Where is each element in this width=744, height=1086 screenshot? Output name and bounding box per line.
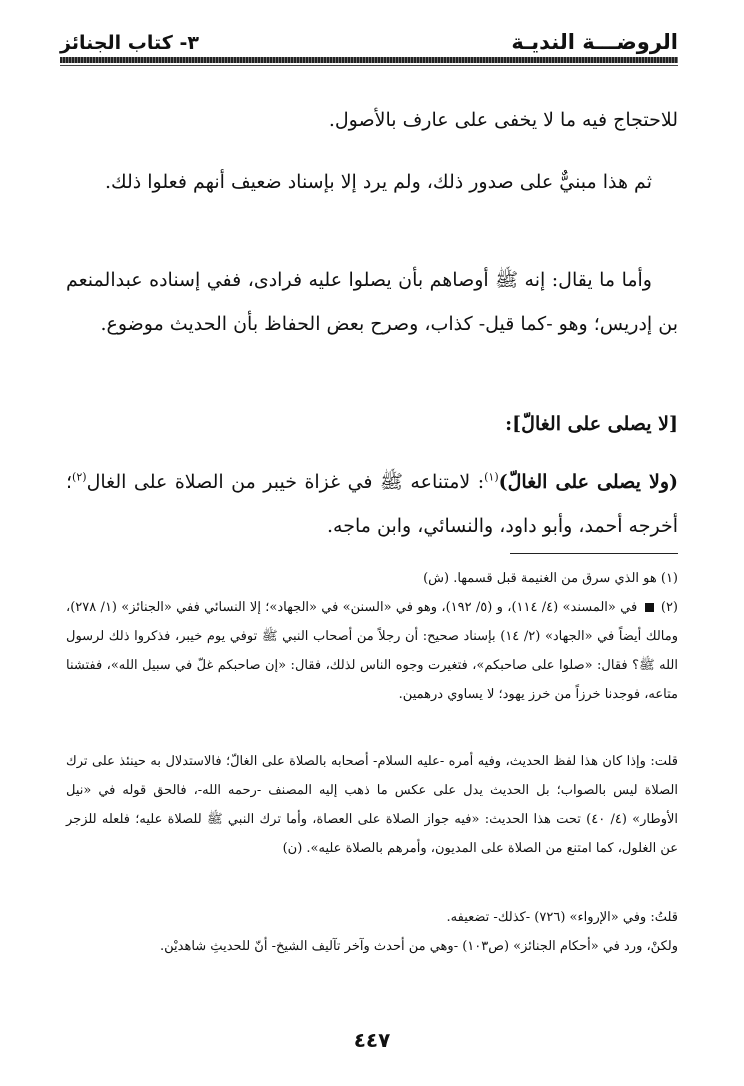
- header-rule-thin: [60, 65, 678, 66]
- section-heading: [لا يصلى على الغالّ]:: [505, 413, 678, 435]
- book-title: الروضـــة النديـة: [511, 30, 678, 54]
- paragraph-1: [66, 98, 678, 142]
- paragraph-4-part1: : لامتناعه ﷺ في غزاة خيبر من الصلاة على الغال: [86, 471, 485, 493]
- footnote-2-number: (٢): [660, 600, 678, 615]
- editor-note-3-text: ولكنْ، ورد في «أحكام الجنائز» (ص١٠٣) -وهي من أحدث وآخر تآليف الشيخ- أنّ للحديثِ شاهديْن.: [160, 939, 678, 954]
- paragraph-4: [66, 460, 678, 548]
- footnote-separator: [510, 553, 678, 554]
- page-header: [60, 28, 678, 54]
- paragraph-3: [66, 258, 678, 346]
- paragraph-3-text: وأما ما يقال: إنه ﷺ أوصاهم بأن يصلوا عليه فرادى، ففي إسناده عبدالمنعم بن إدريس؛ وهو -كما قيل- كذاب، وصرح بعض الحفاظ بأن الحديث موضوع.: [66, 269, 678, 335]
- editor-note-2-text: قلتُ: وفي «الإرواء» (٧٢٦) -كذلك- تضعيفه.: [446, 910, 678, 925]
- editor-note-2: [66, 903, 678, 932]
- square-marker-icon: [645, 603, 654, 612]
- footnote-2: [66, 593, 678, 709]
- paragraph-2: [66, 160, 678, 204]
- footnote-2-body: في «المسند» (٤/ ١١٤)، و (٥/ ١٩٢)، وهو في «السنن» في «الجهاد»؛ إلا النسائي ففي «الجنائز» (١/ ٢٧٨)، ومالك أيضاً في «الجهاد» (٢/ ١٤) بإسناد صحيح: أن رجلاً من أصحاب النبي ﷺ توفي يوم خيبر، فذكروا ذلك لرسول الله ﷺ؟ فقال: «صلوا على صاحبكم»، فتغيرت وجوه الناس لذلك، فقال: «إن صاحبكم غلّ في سبيل الله»، ففتشنا متاعه، فوجدنا خرزاً من خرز يهود؛ لا يساوي درهمين.: [66, 600, 679, 702]
- paragraph-2-text: ثم هذا مبنيٌّ على صدور ذلك، ولم يرد إلا بإسناد ضعيف أنهم فعلوا ذلك.: [104, 171, 652, 193]
- footnote-ref-1: (١): [484, 470, 499, 484]
- chapter-title: ٣- كتاب الجنائز: [60, 32, 199, 54]
- paragraph-4-part2: ؛ أخرجه أحمد، وأبو داود، والنسائي، وابن ماجه.: [66, 471, 678, 537]
- header-rule: [60, 57, 678, 63]
- editor-note-1-text: قلت: وإذا كان هذا لفظ الحديث، وفيه أمره -عليه السلام- أصحابه بالصلاة على الغالّ؛ فالاستدلال به حينئذ على ترك الصلاة ليس بالصواب؛ بل الحديث يدل على عكس ما ذهب إليه المصنف -رحمه الله-، فالحق قوله في «نيل الأوطار» (٤/ ٤٠) تحت هذا الحديث: «فيه جواز الصلاة على العصاة، وأما ترك النبي ﷺ للصلاة عليه؛ فلعله للزجر عن الغلول، كما امتنع من الصلاة على المديون، وأمرهم بالصلاة عليه». (ن): [66, 754, 679, 856]
- footnote-2-text: [66, 593, 678, 709]
- editor-note-3: [66, 932, 678, 961]
- matn-text: (ولا يصلى على الغالّ): [498, 471, 678, 493]
- footnote-1-text: (١) هو الذي سرق من الغنيمة قبل قسمها. (ش): [423, 571, 678, 586]
- section-heading-block: [66, 402, 678, 446]
- paragraph-1-text: للاحتجاج فيه ما لا يخفى على عارف بالأصول.: [328, 109, 678, 131]
- paragraph-4-text: [66, 460, 678, 548]
- page-number: ٤٤٧: [353, 1028, 391, 1052]
- editor-note-1: [66, 747, 678, 863]
- footnote-ref-2: (٢): [72, 470, 87, 484]
- footnote-1: [66, 564, 678, 593]
